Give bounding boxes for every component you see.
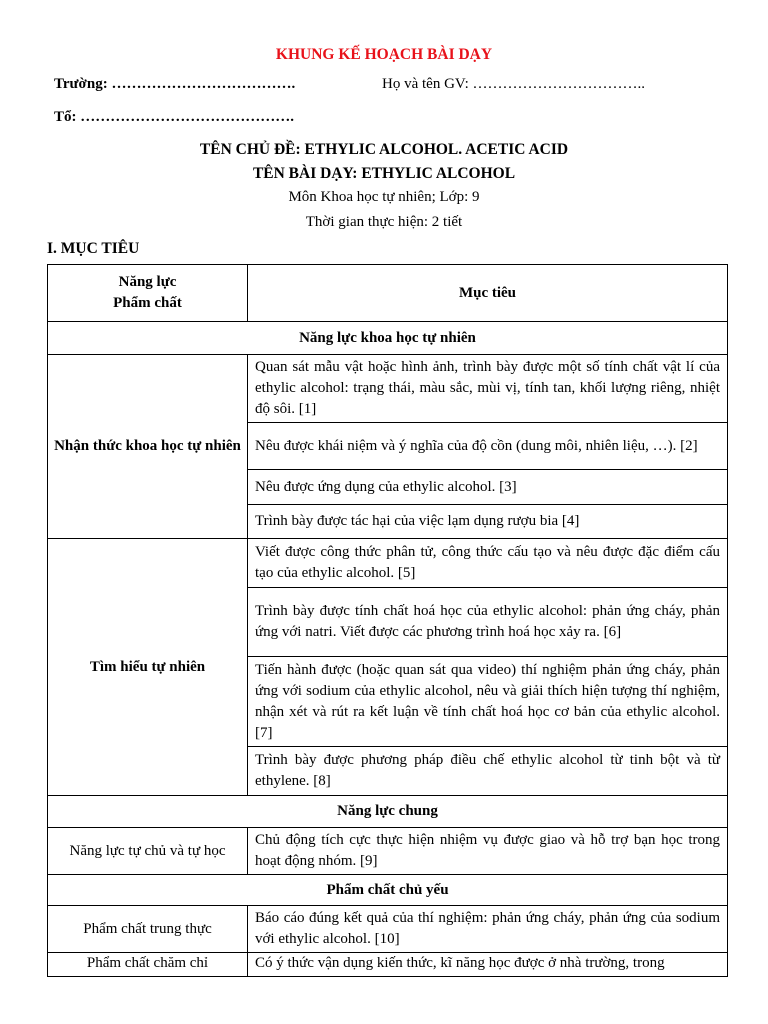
objective-5: Viết được công thức phân tử, công thức cấu tạo và nêu được đặc điểm cấu tạo của ethylic alcohol. [5]	[248, 539, 728, 588]
table-row	[48, 906, 728, 953]
objective-1: Quan sát mẫu vật hoặc hình ảnh, trình bày được một số tính chất vật lí của ethylic alcohol: trạng thái, màu sắc, mùi vị, tính tan, khối lượng riêng, nhiệt độ sôi. [1]	[248, 355, 728, 423]
objective-11: Có ý thức vận dụng kiến thức, kĩ năng học được ở nhà trường, trong	[248, 953, 728, 977]
topic-title: TÊN CHỦ ĐỀ: ETHYLIC ALCOHOL. ACETIC ACID	[199, 141, 569, 158]
category-diligence: Phẩm chất chăm chỉ	[48, 953, 248, 977]
lesson-title: TÊN BÀI DẠY: ETHYLIC ALCOHOL	[252, 165, 516, 182]
objective-2: Nêu được khái niệm và ý nghĩa của độ cồn (dung môi, nhiên liệu, …). [2]	[248, 423, 728, 470]
objective-9: Chủ động tích cực thực hiện nhiệm vụ được giao và hỗ trợ bạn học trong hoạt động nhóm. [9]	[248, 828, 728, 875]
table-header-row	[48, 265, 728, 322]
table-row	[48, 828, 728, 875]
lesson-duration: Thời gian thực hiện: 2 tiết	[305, 214, 463, 230]
objective-6: Trình bày được tính chất hoá học của ethylic alcohol: phản ứng cháy, phản ứng với natri. Viết được các phương trình hoá học xảy ra. [6]	[248, 588, 728, 657]
category-exploration: Tìm hiểu tự nhiên	[48, 539, 248, 796]
objective-4: Trình bày được tác hại của việc lạm dụng rượu bia [4]	[248, 505, 728, 539]
subject-grade: Môn Khoa học tự nhiên; Lớp: 9	[288, 189, 480, 205]
category-honesty: Phẩm chất trung thực	[48, 906, 248, 953]
group-natural-science: Năng lực khoa học tự nhiên	[48, 322, 728, 355]
group-row	[48, 796, 728, 828]
table-row	[48, 953, 728, 977]
category-self-study: Năng lực tự chủ và tự học	[48, 828, 248, 875]
header-line-quality: Phẩm chất	[113, 295, 182, 311]
group-row	[48, 322, 728, 355]
objective-7: Tiến hành được (hoặc quan sát qua video) thí nghiệm phản ứng cháy, phản ứng với sodium của ethylic alcohol, nêu và giải thích hiện tượng thí nghiệm, nhận xét và rút ra kết luận về tính chất hoá học cơ bản của ethylic alcohol. [7]	[248, 657, 728, 747]
group-row	[48, 875, 728, 906]
document-title: KHUNG KẾ HOẠCH BÀI DẠY	[275, 46, 493, 63]
objective-column-header: Mục tiêu	[248, 265, 728, 322]
table-row	[48, 539, 728, 588]
objective-10: Báo cáo đúng kết quả của thí nghiệm: phản ứng cháy, phản ứng của sodium với ethylic alcohol. [10]	[248, 906, 728, 953]
school-field: Trường: ……………………………….	[54, 76, 296, 92]
section-heading: I. MỤC TIÊU	[47, 240, 140, 257]
group-qualities: Phẩm chất chủ yếu	[48, 875, 728, 906]
objective-8: Trình bày được phương pháp điều chế ethylic alcohol từ tinh bột và từ ethylene. [8]	[248, 747, 728, 796]
objective-3: Nêu được ứng dụng của ethylic alcohol. [3]	[248, 470, 728, 505]
department-field: Tổ: …………………………………….	[54, 109, 294, 125]
header-line-competency: Năng lực	[118, 274, 177, 290]
teacher-name-field: Họ và tên GV: ……………………………..	[382, 76, 646, 92]
table-row	[48, 355, 728, 423]
category-cognition: Nhận thức khoa học tự nhiên	[48, 355, 248, 539]
objectives-table	[47, 264, 728, 977]
competency-column-header	[48, 265, 248, 322]
group-general: Năng lực chung	[48, 796, 728, 828]
